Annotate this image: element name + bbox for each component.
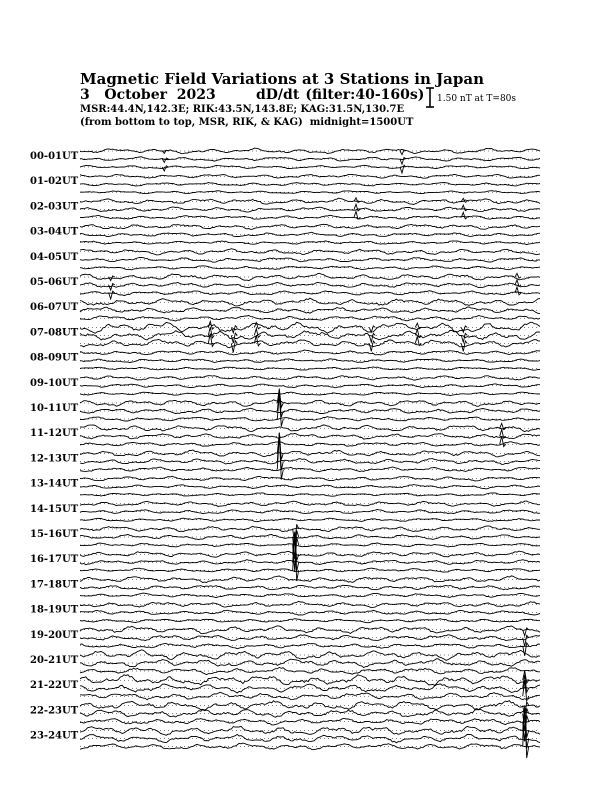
chart-title: Magnetic Field Variations at 3 Stations in Japan [80, 70, 485, 88]
trace-rik [80, 675, 540, 693]
midnight-note: midnight=1500UT [309, 117, 414, 128]
trace-rik [80, 204, 540, 212]
hour-label: 07-08UT [30, 327, 79, 339]
trace-msr [80, 534, 540, 581]
hour-label: 08-09UT [30, 352, 79, 364]
trace-kag [80, 433, 540, 460]
hour-label: 04-05UT [30, 251, 79, 263]
trace-rik [80, 635, 540, 647]
trace-msr [80, 287, 540, 299]
trace-rik [80, 429, 540, 439]
hour-label: 18-19UT [30, 604, 79, 616]
date-month: October [104, 87, 167, 103]
trace-rik [80, 157, 540, 164]
trace-msr [80, 211, 540, 219]
trace-kag [80, 376, 540, 380]
hour-label: 13-14UT [30, 478, 79, 490]
hour-label: 20-21UT [30, 655, 79, 666]
scale-bar [426, 88, 434, 107]
trace-msr [80, 518, 540, 522]
hour-label: 12-13UT [30, 453, 79, 465]
trace-msr [80, 680, 540, 701]
hour-label: 10-11UT [30, 403, 79, 414]
hour-label: 02-03UT [30, 201, 79, 213]
trace-rik [80, 485, 540, 489]
trace-kag [80, 626, 540, 636]
trace-kag [80, 476, 540, 481]
hour-label: 22-23UT [30, 705, 79, 717]
date-day: 3 [80, 87, 90, 103]
hour-label: 11-12UT [30, 428, 79, 440]
hour-label: 14-15UT [30, 503, 79, 515]
trace-rik [80, 258, 540, 263]
trace-msr [80, 709, 540, 758]
trace-kag [80, 389, 540, 408]
trace-rik [80, 327, 540, 343]
trace-msr [80, 266, 540, 270]
quantity-label: dD/dt [256, 87, 300, 103]
station-coordinates: MSR:44.4N,142.3E; RIK:43.5N,143.8E; KAG:31.5N,130.7E [80, 104, 405, 115]
trace-msr [80, 367, 540, 370]
hour-label: 09-10UT [30, 377, 79, 389]
hour-label: 17-18UT [30, 579, 79, 591]
hour-label: 15-16UT [30, 529, 79, 540]
date-year: 2023 [176, 87, 216, 103]
trace-rik [80, 280, 540, 290]
order-note: (from bottom to top, MSR, RIK, & KAG) [80, 117, 303, 128]
hour-label: 01-02UT [30, 176, 79, 188]
scale-bar-label: 1.50 nT at T=80s [437, 94, 517, 104]
trace-kag [80, 148, 540, 155]
trace-msr [80, 165, 540, 173]
filter-label: (filter:40-160s) [305, 87, 425, 103]
trace-kag [80, 249, 540, 255]
trace-kag [80, 701, 540, 718]
trace-msr [80, 435, 540, 479]
hour-label: 06-07UT [30, 302, 79, 314]
hour-label: 05-06UT [30, 277, 79, 288]
hour-label: 23-24UT [30, 730, 79, 742]
hour-label: 00-01UT [30, 151, 79, 162]
hour-label: 16-17UT [30, 554, 79, 566]
trace-kag [80, 224, 540, 229]
trace-kag [80, 524, 540, 544]
hour-label: 03-04UT [30, 226, 79, 238]
trace-rik [80, 183, 540, 187]
trace-rik [80, 359, 540, 363]
hour-label: 21-22UT [30, 680, 79, 692]
hour-label: 19-20UT [30, 629, 79, 641]
trace-kag [80, 423, 540, 431]
